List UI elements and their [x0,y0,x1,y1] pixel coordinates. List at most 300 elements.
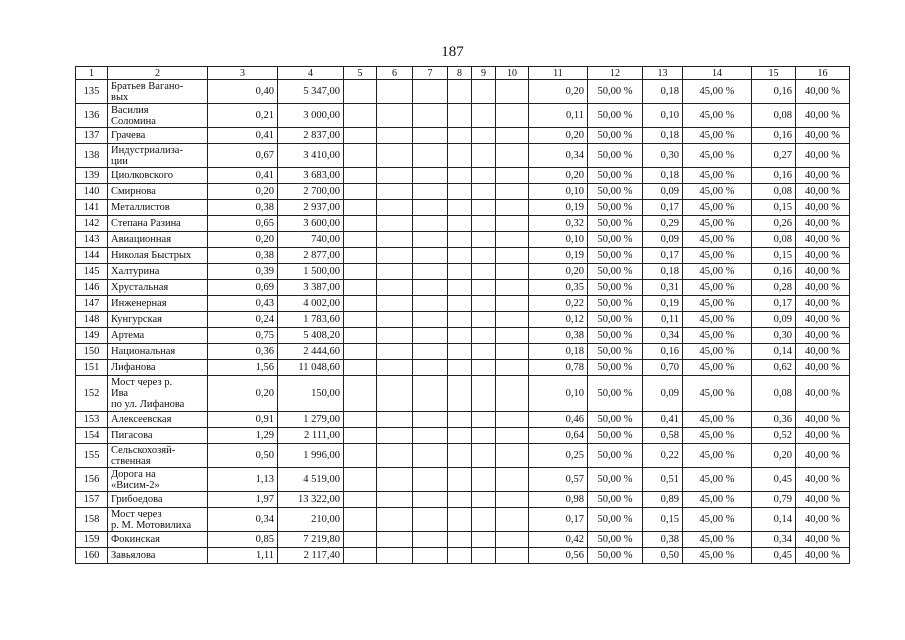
value-col11-cell: 0,38 [529,328,588,344]
table-row [76,128,850,144]
table-row [76,168,850,184]
table-body [76,67,850,564]
empty-col8-cell [448,80,472,104]
value-col3-cell: 0,20 [208,376,278,412]
empty-col6-cell [377,360,413,376]
empty-col8-cell [448,312,472,328]
street-name-cell: Степана Разина [108,216,208,232]
empty-col7-cell [413,280,448,296]
table-row [76,216,850,232]
percent-col12-cell: 50,00 % [588,428,643,444]
empty-col5-cell [344,548,377,564]
value-col15-cell: 0,16 [752,80,796,104]
value-col4-cell: 13 322,00 [278,492,344,508]
empty-col5-cell [344,508,377,532]
column-number-cell: 9 [472,67,496,80]
empty-col8-cell [448,232,472,248]
value-col3-cell: 1,11 [208,548,278,564]
percent-col16-cell: 40,00 % [796,508,850,532]
street-name-cell: Смирнова [108,184,208,200]
percent-col12-cell: 50,00 % [588,444,643,468]
value-col4-cell: 2 937,00 [278,200,344,216]
table-row [76,492,850,508]
empty-col8-cell [448,376,472,412]
empty-col7-cell [413,444,448,468]
column-number-cell: 7 [413,67,448,80]
empty-col10-cell [496,360,529,376]
empty-col7-cell [413,248,448,264]
empty-col10-cell [496,468,529,492]
empty-col7-cell [413,328,448,344]
value-col11-cell: 0,18 [529,344,588,360]
percent-col14-cell: 45,00 % [683,280,752,296]
empty-col10-cell [496,248,529,264]
value-col13-cell: 0,34 [643,328,683,344]
row-number-cell: 157 [76,492,108,508]
percent-col12-cell: 50,00 % [588,492,643,508]
value-col13-cell: 0,10 [643,104,683,128]
percent-col12-cell: 50,00 % [588,296,643,312]
empty-col10-cell [496,200,529,216]
empty-col8-cell [448,532,472,548]
empty-col8-cell [448,264,472,280]
column-number-cell: 2 [108,67,208,80]
empty-col6-cell [377,344,413,360]
percent-col16-cell: 40,00 % [796,532,850,548]
value-col15-cell: 0,15 [752,200,796,216]
value-col15-cell: 0,14 [752,344,796,360]
value-col13-cell: 0,41 [643,412,683,428]
percent-col14-cell: 45,00 % [683,428,752,444]
value-col11-cell: 0,19 [529,248,588,264]
row-number-cell: 153 [76,412,108,428]
empty-col6-cell [377,184,413,200]
value-col13-cell: 0,09 [643,376,683,412]
empty-col6-cell [377,468,413,492]
street-name-cell: Индустриализа- ции [108,144,208,168]
percent-col12-cell: 50,00 % [588,344,643,360]
street-name-cell: Фокинская [108,532,208,548]
value-col13-cell: 0,89 [643,492,683,508]
column-number-cell: 15 [752,67,796,80]
table-row [76,184,850,200]
empty-col7-cell [413,412,448,428]
empty-col5-cell [344,312,377,328]
empty-col9-cell [472,412,496,428]
value-col13-cell: 0,30 [643,144,683,168]
row-number-cell: 152 [76,376,108,412]
row-number-cell: 148 [76,312,108,328]
empty-col5-cell [344,344,377,360]
empty-col9-cell [472,128,496,144]
empty-col5-cell [344,492,377,508]
value-col13-cell: 0,17 [643,200,683,216]
street-name-cell: Пигасова [108,428,208,444]
empty-col5-cell [344,128,377,144]
percent-col16-cell: 40,00 % [796,104,850,128]
empty-col5-cell [344,444,377,468]
empty-col8-cell [448,104,472,128]
row-number-cell: 159 [76,532,108,548]
value-col3-cell: 0,50 [208,444,278,468]
empty-col10-cell [496,428,529,444]
value-col3-cell: 0,75 [208,328,278,344]
percent-col14-cell: 45,00 % [683,80,752,104]
empty-col6-cell [377,232,413,248]
value-col13-cell: 0,70 [643,360,683,376]
value-col11-cell: 0,20 [529,264,588,280]
value-col4-cell: 5 347,00 [278,80,344,104]
value-col4-cell: 2 837,00 [278,128,344,144]
row-number-cell: 136 [76,104,108,128]
column-number-row [76,67,850,80]
empty-col9-cell [472,296,496,312]
column-number-cell: 12 [588,67,643,80]
percent-col12-cell: 50,00 % [588,468,643,492]
table-row [76,444,850,468]
value-col3-cell: 0,24 [208,312,278,328]
empty-col5-cell [344,264,377,280]
street-name-cell: Грибоедова [108,492,208,508]
empty-col8-cell [448,200,472,216]
percent-col16-cell: 40,00 % [796,360,850,376]
value-col11-cell: 0,10 [529,232,588,248]
value-col11-cell: 0,57 [529,468,588,492]
percent-col12-cell: 50,00 % [588,216,643,232]
empty-col7-cell [413,468,448,492]
percent-col16-cell: 40,00 % [796,328,850,344]
empty-col5-cell [344,200,377,216]
percent-col14-cell: 45,00 % [683,296,752,312]
value-col15-cell: 0,16 [752,264,796,280]
value-col4-cell: 3 600,00 [278,216,344,232]
empty-col6-cell [377,492,413,508]
empty-col8-cell [448,412,472,428]
empty-col9-cell [472,468,496,492]
value-col4-cell: 1 279,00 [278,412,344,428]
street-name-cell: Василия Соломина [108,104,208,128]
value-col3-cell: 0,91 [208,412,278,428]
table-row [76,376,850,412]
percent-col16-cell: 40,00 % [796,264,850,280]
row-number-cell: 137 [76,128,108,144]
empty-col7-cell [413,428,448,444]
empty-col9-cell [472,428,496,444]
value-col13-cell: 0,17 [643,248,683,264]
value-col3-cell: 0,40 [208,80,278,104]
percent-col14-cell: 45,00 % [683,412,752,428]
empty-col9-cell [472,248,496,264]
value-col11-cell: 0,35 [529,280,588,296]
value-col3-cell: 0,39 [208,264,278,280]
value-col11-cell: 0,64 [529,428,588,444]
value-col11-cell: 0,17 [529,508,588,532]
street-name-cell: Сельскохозяй- ственная [108,444,208,468]
value-col13-cell: 0,11 [643,312,683,328]
percent-col14-cell: 45,00 % [683,548,752,564]
value-col3-cell: 0,36 [208,344,278,360]
empty-col9-cell [472,312,496,328]
empty-col9-cell [472,80,496,104]
row-number-cell: 141 [76,200,108,216]
row-number-cell: 158 [76,508,108,532]
percent-col14-cell: 45,00 % [683,264,752,280]
empty-col9-cell [472,264,496,280]
value-col3-cell: 0,21 [208,104,278,128]
row-number-cell: 145 [76,264,108,280]
percent-col14-cell: 45,00 % [683,128,752,144]
column-number-cell: 3 [208,67,278,80]
empty-col9-cell [472,492,496,508]
value-col13-cell: 0,18 [643,168,683,184]
empty-col7-cell [413,232,448,248]
empty-col7-cell [413,144,448,168]
value-col13-cell: 0,09 [643,232,683,248]
percent-col12-cell: 50,00 % [588,144,643,168]
table-row [76,428,850,444]
value-col4-cell: 740,00 [278,232,344,248]
empty-col6-cell [377,412,413,428]
percent-col16-cell: 40,00 % [796,428,850,444]
row-number-cell: 160 [76,548,108,564]
street-name-cell: Хрустальная [108,280,208,296]
empty-col8-cell [448,296,472,312]
empty-col6-cell [377,428,413,444]
percent-col14-cell: 45,00 % [683,508,752,532]
value-col4-cell: 1 996,00 [278,444,344,468]
percent-col16-cell: 40,00 % [796,128,850,144]
empty-col9-cell [472,200,496,216]
street-name-cell: Металлистов [108,200,208,216]
value-col11-cell: 0,20 [529,168,588,184]
percent-col14-cell: 45,00 % [683,232,752,248]
empty-col6-cell [377,168,413,184]
empty-col6-cell [377,128,413,144]
empty-col6-cell [377,216,413,232]
percent-col16-cell: 40,00 % [796,144,850,168]
value-col4-cell: 2 700,00 [278,184,344,200]
value-col13-cell: 0,18 [643,128,683,144]
percent-col16-cell: 40,00 % [796,376,850,412]
value-col13-cell: 0,38 [643,532,683,548]
empty-col10-cell [496,344,529,360]
empty-col7-cell [413,184,448,200]
empty-col6-cell [377,532,413,548]
table-row [76,200,850,216]
value-col3-cell: 0,41 [208,168,278,184]
percent-col14-cell: 45,00 % [683,216,752,232]
percent-col16-cell: 40,00 % [796,80,850,104]
empty-col8-cell [448,128,472,144]
percent-col12-cell: 50,00 % [588,548,643,564]
percent-col16-cell: 40,00 % [796,344,850,360]
empty-col6-cell [377,104,413,128]
table-row [76,280,850,296]
percent-col12-cell: 50,00 % [588,104,643,128]
empty-col7-cell [413,548,448,564]
value-col4-cell: 3 410,00 [278,144,344,168]
value-col3-cell: 0,85 [208,532,278,548]
empty-col9-cell [472,104,496,128]
table-row [76,296,850,312]
percent-col14-cell: 45,00 % [683,312,752,328]
percent-col14-cell: 45,00 % [683,248,752,264]
table-row [76,312,850,328]
empty-col9-cell [472,184,496,200]
empty-col6-cell [377,144,413,168]
empty-col9-cell [472,144,496,168]
empty-col8-cell [448,144,472,168]
empty-col8-cell [448,168,472,184]
empty-col5-cell [344,428,377,444]
empty-col5-cell [344,232,377,248]
empty-col10-cell [496,216,529,232]
empty-col7-cell [413,508,448,532]
street-name-cell: Мост через р. М. Мотовилиха [108,508,208,532]
percent-col14-cell: 45,00 % [683,144,752,168]
value-col11-cell: 0,42 [529,532,588,548]
empty-col5-cell [344,144,377,168]
empty-col7-cell [413,168,448,184]
value-col15-cell: 0,30 [752,328,796,344]
empty-col5-cell [344,168,377,184]
empty-col7-cell [413,200,448,216]
value-col4-cell: 210,00 [278,508,344,532]
column-number-cell: 8 [448,67,472,80]
value-col3-cell: 0,38 [208,200,278,216]
row-number-cell: 146 [76,280,108,296]
percent-col12-cell: 50,00 % [588,412,643,428]
empty-col10-cell [496,412,529,428]
row-number-cell: 138 [76,144,108,168]
empty-col6-cell [377,312,413,328]
empty-col9-cell [472,216,496,232]
value-col15-cell: 0,16 [752,128,796,144]
empty-col5-cell [344,376,377,412]
empty-col9-cell [472,508,496,532]
value-col4-cell: 2 117,40 [278,548,344,564]
value-col4-cell: 3 387,00 [278,280,344,296]
empty-col8-cell [448,280,472,296]
value-col4-cell: 1 783,60 [278,312,344,328]
percent-col14-cell: 45,00 % [683,168,752,184]
value-col11-cell: 0,25 [529,444,588,468]
value-col15-cell: 0,45 [752,548,796,564]
value-col15-cell: 0,17 [752,296,796,312]
percent-col12-cell: 50,00 % [588,360,643,376]
value-col4-cell: 4 519,00 [278,468,344,492]
empty-col10-cell [496,80,529,104]
empty-col9-cell [472,344,496,360]
table-row [76,508,850,532]
percent-col16-cell: 40,00 % [796,216,850,232]
empty-col5-cell [344,532,377,548]
percent-col16-cell: 40,00 % [796,492,850,508]
percent-col14-cell: 45,00 % [683,444,752,468]
empty-col5-cell [344,280,377,296]
value-col11-cell: 0,19 [529,200,588,216]
table-row [76,412,850,428]
column-number-cell: 14 [683,67,752,80]
value-col11-cell: 0,10 [529,376,588,412]
value-col3-cell: 0,34 [208,508,278,532]
value-col3-cell: 0,67 [208,144,278,168]
value-col3-cell: 0,69 [208,280,278,296]
table-row [76,344,850,360]
empty-col7-cell [413,104,448,128]
percent-col12-cell: 50,00 % [588,248,643,264]
empty-col7-cell [413,376,448,412]
percent-col16-cell: 40,00 % [796,168,850,184]
empty-col5-cell [344,104,377,128]
street-name-cell: Инженерная [108,296,208,312]
empty-col10-cell [496,376,529,412]
value-col3-cell: 0,20 [208,184,278,200]
table-row [76,80,850,104]
percent-col12-cell: 50,00 % [588,232,643,248]
row-number-cell: 135 [76,80,108,104]
street-name-cell: Завьялова [108,548,208,564]
percent-col16-cell: 40,00 % [796,312,850,328]
street-name-cell: Авиационная [108,232,208,248]
empty-col8-cell [448,492,472,508]
column-number-cell: 11 [529,67,588,80]
value-col15-cell: 0,52 [752,428,796,444]
data-table [75,66,850,564]
row-number-cell: 149 [76,328,108,344]
percent-col16-cell: 40,00 % [796,444,850,468]
empty-col10-cell [496,548,529,564]
percent-col12-cell: 50,00 % [588,508,643,532]
empty-col6-cell [377,376,413,412]
value-col15-cell: 0,27 [752,144,796,168]
table-row [76,232,850,248]
percent-col14-cell: 45,00 % [683,328,752,344]
empty-col6-cell [377,548,413,564]
row-number-cell: 140 [76,184,108,200]
table-row [76,532,850,548]
value-col13-cell: 0,18 [643,80,683,104]
percent-col14-cell: 45,00 % [683,360,752,376]
percent-col12-cell: 50,00 % [588,80,643,104]
percent-col12-cell: 50,00 % [588,264,643,280]
percent-col14-cell: 45,00 % [683,104,752,128]
empty-col6-cell [377,296,413,312]
empty-col7-cell [413,312,448,328]
empty-col10-cell [496,532,529,548]
column-number-cell: 16 [796,67,850,80]
percent-col12-cell: 50,00 % [588,312,643,328]
value-col4-cell: 2 877,00 [278,248,344,264]
value-col13-cell: 0,16 [643,344,683,360]
empty-col5-cell [344,412,377,428]
empty-col5-cell [344,360,377,376]
empty-col8-cell [448,328,472,344]
empty-col6-cell [377,280,413,296]
value-col4-cell: 150,00 [278,376,344,412]
empty-col8-cell [448,216,472,232]
table-row [76,328,850,344]
value-col13-cell: 0,50 [643,548,683,564]
value-col15-cell: 0,34 [752,532,796,548]
value-col4-cell: 11 048,60 [278,360,344,376]
empty-col6-cell [377,248,413,264]
street-name-cell: Халтурина [108,264,208,280]
value-col11-cell: 0,34 [529,144,588,168]
table-row [76,548,850,564]
value-col11-cell: 0,22 [529,296,588,312]
value-col11-cell: 0,12 [529,312,588,328]
